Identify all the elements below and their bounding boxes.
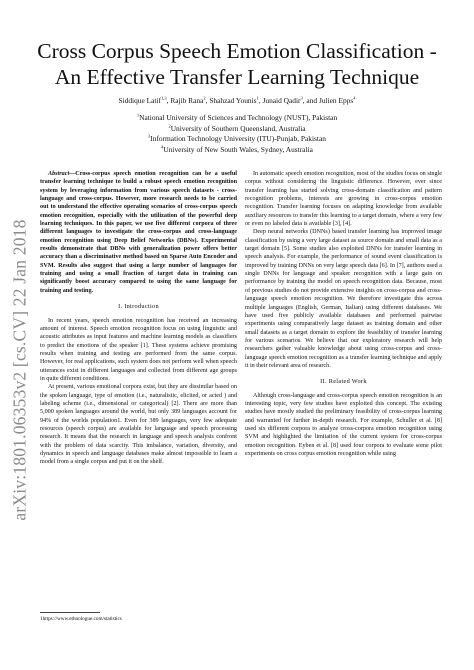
body-paragraph: In automatic speech emotion recognition, most of the studies focus on single corpus without considering the linguistic difference. However, ever since transfer learning has started solving cross-domain classification and pattern recognition problems, interests are growing in cross-corpus emotion recognition. Transfer learning focuses on adapting knowledge from available auxiliary resources to transfer this learning to a target domain, where a very few or even no labeled data is available [3], [4]. [245, 171, 442, 228]
author: Shahzad Younis$^1$ [209, 95, 259, 105]
section-heading-related-work: II. Related Work [320, 378, 367, 386]
footnote-rule [40, 612, 100, 613]
footnote [40, 612, 237, 623]
author: Junaid Qadir$^3$ [262, 95, 303, 105]
author: Rajib Rana$^2$ [170, 95, 206, 105]
affiliation: $^2$University of Southern Queensland, Australia [168, 123, 306, 133]
affiliation: $^4$University of New South Wales, Sydney, Australia [161, 144, 313, 154]
affiliation: $^1$National University of Sciences and Technology (NUST), Pakistan [136, 112, 338, 122]
right-column [245, 170, 442, 458]
section-heading-introduction: I. Introduction [118, 303, 159, 311]
abstract-label: Abstract [48, 171, 70, 177]
arxiv-watermark [6, 160, 34, 580]
body-paragraph: At present, various emotional corpora exist, but they are dissimilar based on the spoken language, type of emotion (i.e., naturalistic, elicited, or acted ) and labeling scheme (i.e., dimensional or categorical) [2]. There are more than 5,000 spoken languages around the world, but only 389 languages account for 94% of the worlds population1. Even for 389 languages, very few adequate resources (speech corpus) are available for language and speech processing research. It means that the research in language and speech analysis confront with the problem of data scarcity. This imbalance, variation, diversity, and dynamics in speech and language databases make almost impossible to learn a model from a single corpus and put it on the shelf. [40, 384, 237, 466]
author: Siddique Latif$^{1,3}$ [118, 95, 167, 105]
paper-title: Cross Corpus Speech Emotion Classification - An Effective Transfer Learning Technique [37, 39, 437, 89]
affiliations [40, 113, 434, 155]
body-paragraph: Deep neural networks (DNNs) based transfer learning has improved image classification by using a very large dataset as source domain and small data as a target domain [5]. Some studies also exploited DNNs for transfer learning in speech analysis. For example, the performance of sound event classification is improved by training DNNs on very large speech data [6]. In [7], authors used a single DNNs for language and speaker recognition with a large gain on performance by training the model on speech recognition data. Because, most of previous studies do not provide extensive insights on cross-corpus and cross-language speech emotion recognition. We therefore investigate this across multiple languages (English, German, Italian) using different databases. We have used five publicly available databases and performed pairwise experiments using comparatively large dataset as training domain and other small datasets as a target domain to explore the feasibility of transfer learning for various scenarios. We believe that our exploratory research will help researchers gather valuable knowledge about using cross-corpus and cross-language speech emotion recognition as a transfer learning technique and apply it in their relevant area of research. [245, 229, 442, 369]
arxiv-id: arXiv:1801.06353v2 [cs.CV] 22 Jan 2018 [9, 219, 30, 521]
author: Julien Epps$^4$ [318, 95, 356, 105]
affiliation: $^3$Information Technology University (ITU)-Punjab, Pakistan [148, 133, 326, 143]
body-paragraph: In recent years, speech emotion recognition has received an increasing amount of interest. Speech emotion recognition focus on using linguistic and acoustic attributes as input features and machine learning models as classifiers to predict the emotions of the speaker [1]. These systems achieve promising results when training and testing are performed from the same corpus. However, for real applications, such system does not perform well when speech utterances exist in different languages and collected from different age groups in quite different conditions. [40, 317, 237, 382]
left-column [40, 170, 237, 467]
abstract [40, 170, 237, 295]
footnote-text: 1https://www.ethnologue.com/statistics [40, 616, 122, 622]
author-line: Siddique Latif$^{1,3}$, Rajib Rana$^2$, Shahzad Younis$^1$, Junaid Qadir$^3$, and Julien Epps$^4$ [118, 95, 356, 105]
abstract-text: —Cross-corpus speech emotion recognition can be a useful transfer learning technique to build a robust speech emotion recognition system by leveraging information from various speech datasets - cross-language and cross-corpus. However, more research needs to be carried out to understand the effective operating scenarios of cross-corpus speech emotion recognition, especially with the utilization of the powerful deep learning techniques. In this paper, we use five different corpora of three different languages to investigate the cross-corpus and cross-language emotion recognition using Deep Belief Networks (DBNs). Experimental results demonstrate that DBNs with generalization power offers better accuracy than a discriminative method based on Sparse Auto Encoder and SVM. Results also suggest that using a large number of languages for training and using a small fraction of target data in training can significantly boost accuracy compared to using the same language for training and testing. [40, 171, 237, 294]
body-paragraph: Although cross-language and cross-corpus speech emotion recognition is an interesting topic, very few studies have exploited this concept. The existing studies have mostly studied the preliminary feasibility of cross-corpus learning and warranted for further in-depth research. For example, Schuller et al. [8] used six different corpora to analyze cross-corpora emotion recognition using SVM and highlighted the limitation of the current system for cross-corpus emotion recognition. Eyben et al. [8] used four corpora to evaluate some pilot experiments on cross corpus emotion recognition while using [245, 392, 442, 457]
